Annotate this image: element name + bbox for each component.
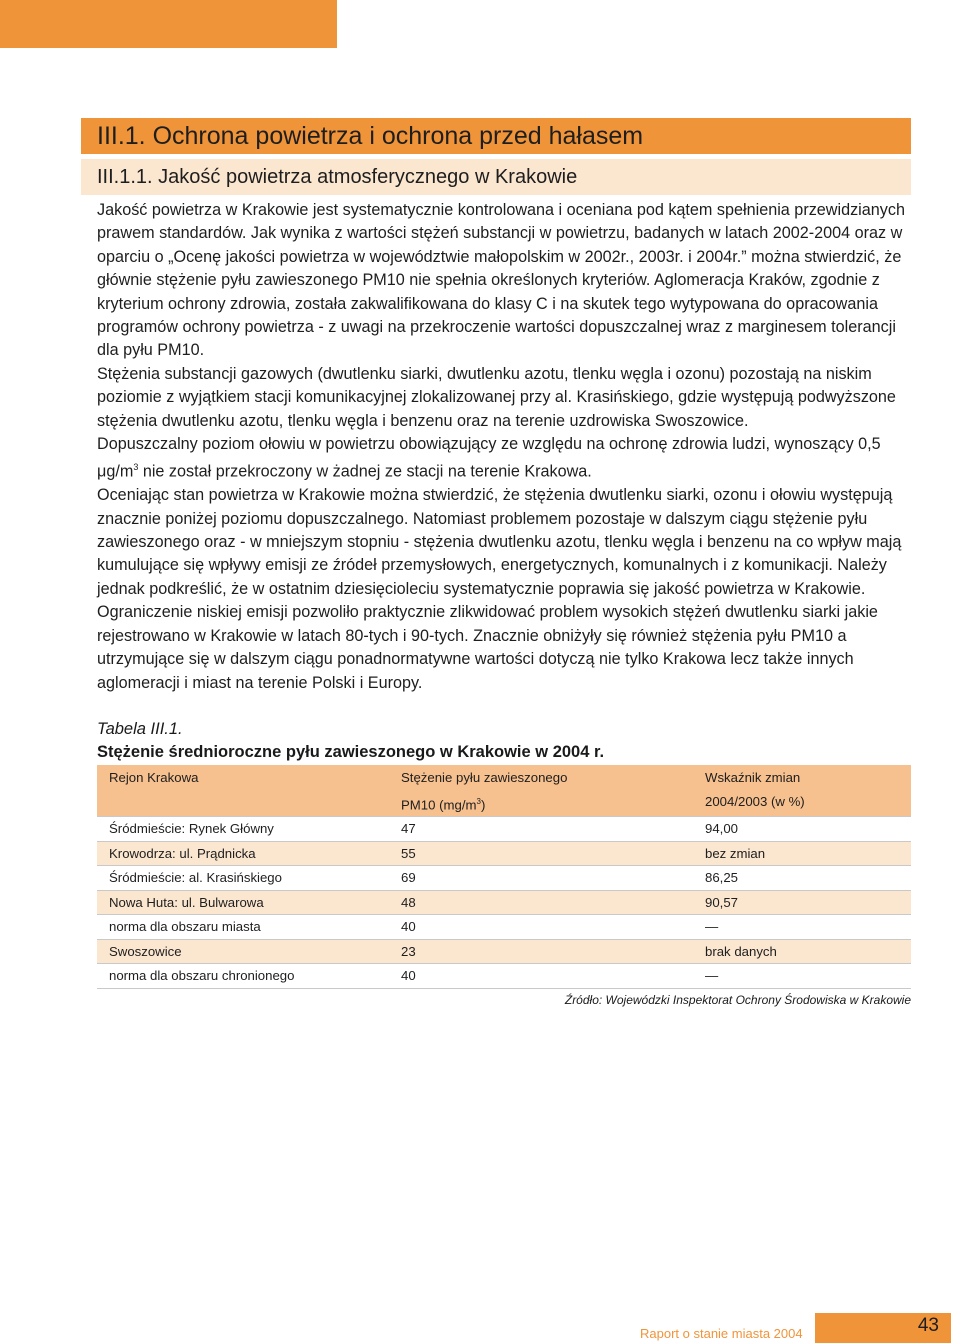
cell-value: 55 xyxy=(389,841,693,866)
header-region: Rejon Krakowa xyxy=(97,765,389,817)
table-label: Tabela III.1. xyxy=(97,720,183,738)
paragraph-4: Oceniając stan powietrza w Krakowie można stwierdzić, że stężenia dwutlenku siarki, ozonu i ołowiu występują znacznie poniżej poziomu dopuszczalnego. Natomiast problemem pozostaje w dalszym ciągu stężenie pyłu zawieszonego oraz - w mniejszym stopniu - stężenia dwutlenku azotu, tlenku węgla i benzenu na co wpływ mają kumulujące się wpływy emisji ze źródeł przemysłowych, energetycznych, komunalnych i z komunikacji. Należy jednak podkreślić, że w ostatnim dziesięcioleciu systematycznie poprawia się jakość powietrza w Krakowie. Ograniczenie niskiej emisji pozwoliło praktycznie zlikwidować problem wysokich stężeń dwutlenku siarki jakie rejestrowano w Krakowie w latach 80-tych i 90-tych. Znacznie obniżyły się również stężenia pyłu PM10 a utrzymujące się w dalszym ciągu ponadnormatywne wartości dotyczą nie tylko Krakowa lecz także innych aglomeracji i miast na terenie Polski i Europy. xyxy=(97,486,902,692)
body-text xyxy=(97,199,915,695)
header-unit-close: ) xyxy=(480,796,486,812)
paragraph-1: Jakość powietrza w Krakowie jest systematycznie kontrolowana i oceniana pod kątem spełnienia przewidzianych prawem standardów. Jak wynika z wartości stężeń substancji w powietrzu, badanych w latach 2002-2004 oraz w oparciu o „Ocenę jakości powietrza w województwie małopolskim w 2002r., 2003r. i 2004r.” można stwierdzić, że głównie stężenie pyłu zawieszonego PM10 nie spełnia określonych kryteriów. Aglomeracja Kraków, zgodnie z kryterium ochrony zdrowia, została zakwalifikowana do klasy C i na skutek tego wytypowana do opracowania programów ochrony powietrza - z uwagi na przekroczenie wartości dopuszczalnej wraz z marginesem tolerancji dla pyłu PM10. xyxy=(97,201,905,360)
superscript-3: 3 xyxy=(133,462,139,473)
paragraph-3 xyxy=(97,433,915,484)
pm10-table xyxy=(97,765,911,989)
header-change-line2: 2004/2003 (w %) xyxy=(705,793,805,809)
header-concentration-unit: PM10 (mg/m xyxy=(401,796,477,812)
cell-region: Nowa Huta: ul. Bulwarowa xyxy=(97,890,389,915)
header-concentration-line1: Stężenie pyłu zawieszonego xyxy=(401,770,568,785)
cell-value: 40 xyxy=(401,968,416,984)
cell-region: Krowodrza: ul. Prądnicka xyxy=(97,841,389,866)
cell-index: bez zmian xyxy=(693,841,911,866)
header-concentration xyxy=(389,765,693,817)
cell-region: norma dla obszaru miasta xyxy=(109,919,261,935)
table-row xyxy=(97,841,911,866)
cell-index: — xyxy=(705,968,719,984)
header-change-line1: Wskaźnik zmian xyxy=(705,770,801,785)
top-accent-bar xyxy=(0,0,337,48)
table-caption xyxy=(97,718,604,764)
header-unit-sup: 3 xyxy=(476,796,481,806)
table-row xyxy=(97,817,911,842)
footer-report-title: Raport o stanie miasta 2004 xyxy=(640,1326,803,1341)
cell-index: — xyxy=(705,919,719,935)
cell-value: 48 xyxy=(389,890,693,915)
paragraph-3-text-a: Dopuszczalny poziom ołowiu w powietrzu obowiązujący ze względu na ochronę zdrowia ludzi, wynoszący 0,5 μg/m xyxy=(97,435,881,481)
table-row xyxy=(97,964,911,989)
table-row xyxy=(97,939,911,964)
cell-index: 94,00 xyxy=(705,821,739,837)
page-number: 43 xyxy=(917,1315,939,1336)
header-change-index xyxy=(693,765,911,817)
table-row xyxy=(97,915,911,940)
cell-region: norma dla obszaru chronionego xyxy=(109,968,295,984)
page-number-box xyxy=(815,1313,951,1343)
cell-index: 90,57 xyxy=(693,890,911,915)
cell-index: brak danych xyxy=(693,939,911,964)
paragraph-3-text-b: nie został przekroczony w żadnej ze stacji na terenie Krakowa. xyxy=(138,462,592,481)
paragraph-2: Stężenia substancji gazowych (dwutlenku siarki, dwutlenku azotu, tlenku węgla i ozonu) pozostają na niskim poziomie z wyjątkiem stacji komunikacyjnej zlokalizowanej przy al. Krasińskiego, gdzie występują podwyższone stężenia dwutlenku azotu, tlenku węgla i benzenu oraz na terenie uzdrowiska Swoszowice. xyxy=(97,364,896,430)
table-header-row xyxy=(97,765,911,817)
cell-value: 69 xyxy=(401,870,416,886)
subsection-heading: III.1.1. Jakość powietrza atmosferycznego w Krakowie xyxy=(81,159,911,195)
table-row xyxy=(97,890,911,915)
cell-value: 23 xyxy=(389,939,693,964)
section-heading: III.1. Ochrona powietrza i ochrona przed hałasem xyxy=(81,118,911,154)
cell-index: 86,25 xyxy=(705,870,739,886)
cell-region: Swoszowice xyxy=(97,939,389,964)
cell-value: 40 xyxy=(401,919,416,935)
cell-region: Śródmieście: al. Krasińskiego xyxy=(109,870,282,886)
table-source: Źródło: Wojewódzki Inspektorat Ochrony Środowiska w Krakowie xyxy=(564,993,911,1007)
table-row xyxy=(97,866,911,891)
table-title: Stężenie średnioroczne pyłu zawieszonego w Krakowie w 2004 r. xyxy=(97,743,605,761)
cell-region: Śródmieście: Rynek Główny xyxy=(109,821,274,837)
cell-value: 47 xyxy=(401,821,416,837)
